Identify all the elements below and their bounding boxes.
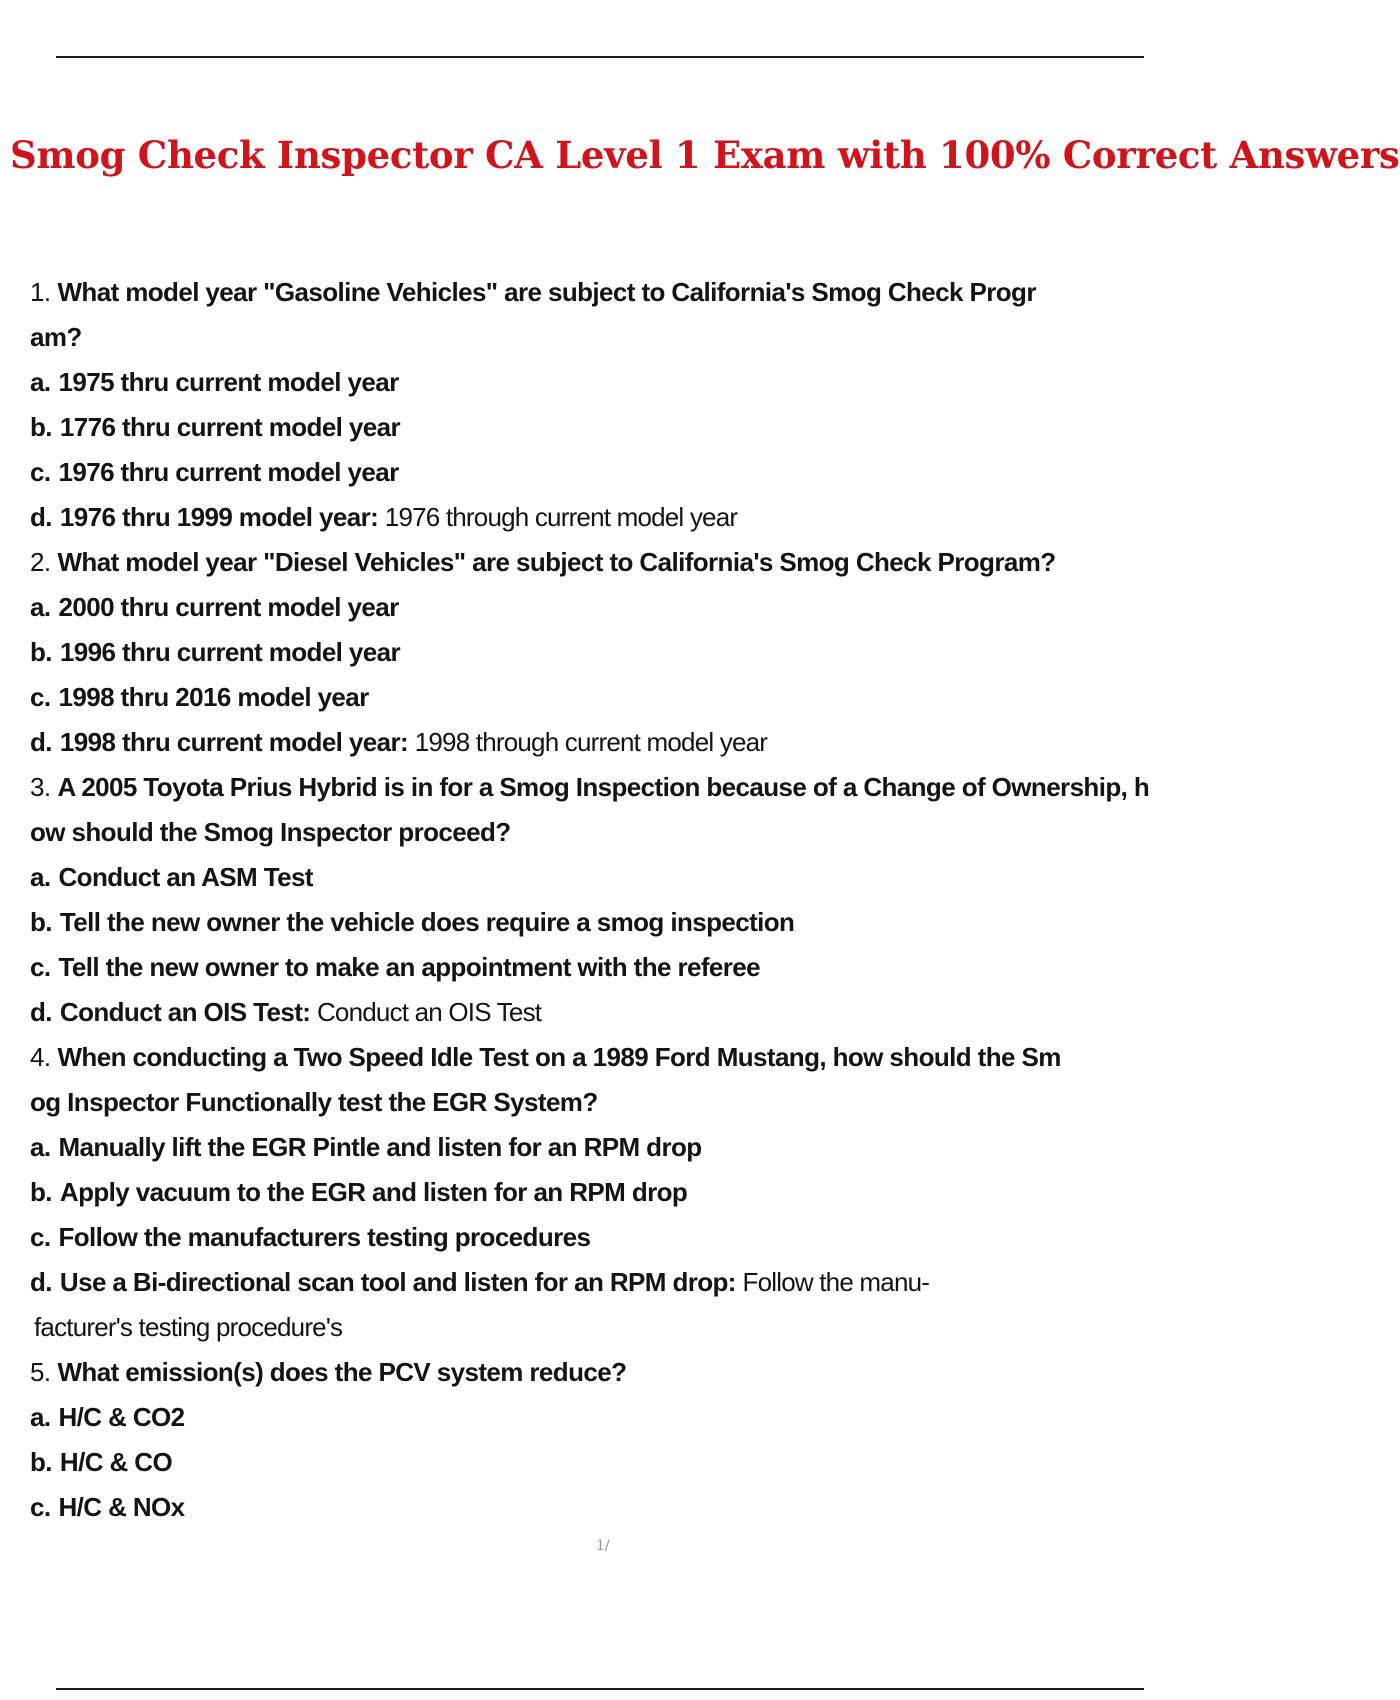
letter-text: c. bbox=[30, 1492, 51, 1522]
question-4-continued bbox=[30, 1080, 1190, 1125]
q4-correct-answer-continued bbox=[30, 1305, 1190, 1350]
letter-text: a. bbox=[30, 592, 51, 622]
num-text: 4. bbox=[30, 1042, 51, 1072]
otext-text: 1975 thru current model year bbox=[58, 367, 399, 397]
exam-questions bbox=[30, 270, 1190, 1530]
question-2 bbox=[30, 540, 1190, 585]
top-rule bbox=[56, 56, 1144, 58]
q3-correct-answer: Conduct an OIS Test bbox=[316, 997, 542, 1027]
letter-text: b. bbox=[30, 412, 52, 442]
otext-text: Use a Bi-directional scan tool and listen for an RPM drop: bbox=[59, 1267, 736, 1297]
letter-text: b. bbox=[30, 637, 52, 667]
q4-option-b bbox=[30, 1170, 1190, 1215]
question-1-continued bbox=[30, 315, 1190, 360]
q5-option-b bbox=[30, 1440, 1190, 1485]
otext-text: Apply vacuum to the EGR and listen for an RPM drop bbox=[59, 1177, 688, 1207]
q3-option-c bbox=[30, 945, 1190, 990]
otext-text: Tell the new owner the vehicle does require a smog inspection bbox=[59, 907, 795, 937]
otext-text: Conduct an OIS Test: bbox=[59, 997, 311, 1027]
q1-correct-answer: 1976 through current model year bbox=[384, 502, 738, 532]
otext-text: 1776 thru current model year bbox=[59, 412, 401, 442]
q1-option-c bbox=[30, 450, 1190, 495]
letter-text: d. bbox=[30, 502, 52, 532]
q5-option-a bbox=[30, 1395, 1190, 1440]
otext-text: 1976 thru current model year bbox=[58, 457, 399, 487]
num-text: 1. bbox=[30, 277, 51, 307]
letter-text: c. bbox=[30, 682, 51, 712]
q1-option-d bbox=[30, 495, 1190, 540]
letter-text: a. bbox=[30, 862, 51, 892]
question-3 bbox=[30, 765, 1190, 810]
letter-text: d. bbox=[30, 997, 52, 1027]
otext-text: Manually lift the EGR Pintle and listen for an RPM drop bbox=[58, 1132, 702, 1162]
otext-text: 2000 thru current model year bbox=[58, 592, 399, 622]
otext-text: H/C & CO2 bbox=[58, 1402, 185, 1432]
letter-text: a. bbox=[30, 367, 51, 397]
otext-text: Follow the manufacturers testing procedures bbox=[58, 1222, 591, 1252]
q3-option-b bbox=[30, 900, 1190, 945]
letter-text: a. bbox=[30, 1402, 51, 1432]
otext-text: 1996 thru current model year bbox=[59, 637, 401, 667]
question-3-continued bbox=[30, 810, 1190, 855]
page-number: 1/ bbox=[596, 1538, 610, 1554]
otext-text: 1976 thru 1999 model year: bbox=[59, 502, 379, 532]
answer-text: facturer's testing procedure's bbox=[34, 1312, 343, 1342]
q4-option-d bbox=[30, 1260, 1190, 1305]
document-title: Smog Check Inspector CA Level 1 Exam with 100% Correct Answers bbox=[10, 133, 1400, 177]
question-1 bbox=[30, 270, 1190, 315]
q2-option-b bbox=[30, 630, 1190, 675]
q1-option-b bbox=[30, 405, 1190, 450]
letter-text: b. bbox=[30, 1177, 52, 1207]
q2-option-a bbox=[30, 585, 1190, 630]
qtext-text: When conducting a Two Speed Idle Test on a 1989 Ford Mustang, how should the Sm bbox=[57, 1042, 1061, 1072]
letter-text: a. bbox=[30, 1132, 51, 1162]
num-text: 2. bbox=[30, 547, 51, 577]
q2-option-c bbox=[30, 675, 1190, 720]
letter-text: b. bbox=[30, 907, 52, 937]
letter-text: d. bbox=[30, 727, 52, 757]
letter-text: c. bbox=[30, 1222, 51, 1252]
q2-correct-answer: 1998 through current model year bbox=[414, 727, 768, 757]
qtext-text: A 2005 Toyota Prius Hybrid is in for a Smog Inspection because of a Change of Ownership, h bbox=[57, 772, 1150, 802]
question-4 bbox=[30, 1035, 1190, 1080]
letter-text: c. bbox=[30, 457, 51, 487]
q4-option-a bbox=[30, 1125, 1190, 1170]
otext-text: H/C & CO bbox=[59, 1447, 173, 1477]
qtext-text: What model year "Diesel Vehicles" are subject to California's Smog Check Program? bbox=[57, 547, 1056, 577]
q5-option-c bbox=[30, 1485, 1190, 1530]
letter-text: c. bbox=[30, 952, 51, 982]
num-text: 3. bbox=[30, 772, 51, 802]
otext-text: 1998 thru 2016 model year bbox=[58, 682, 369, 712]
otext-text: H/C & NOx bbox=[58, 1492, 185, 1522]
q1-option-a bbox=[30, 360, 1190, 405]
question-5 bbox=[30, 1350, 1190, 1395]
letter-text: d. bbox=[30, 1267, 52, 1297]
otext-text: Tell the new owner to make an appointment with the referee bbox=[58, 952, 761, 982]
letter-text: b. bbox=[30, 1447, 52, 1477]
q4-correct-answer: Follow the manu- bbox=[742, 1267, 930, 1297]
q4-option-c bbox=[30, 1215, 1190, 1260]
qtext-text: am? bbox=[30, 322, 82, 352]
qtext-text: ow should the Smog Inspector proceed? bbox=[30, 817, 511, 847]
otext-text: 1998 thru current model year: bbox=[59, 727, 409, 757]
qtext-text: og Inspector Functionally test the EGR System? bbox=[30, 1087, 598, 1117]
q3-option-d bbox=[30, 990, 1190, 1035]
q2-option-d bbox=[30, 720, 1190, 765]
qtext-text: What model year "Gasoline Vehicles" are subject to California's Smog Check Progr bbox=[57, 277, 1036, 307]
qtext-text: What emission(s) does the PCV system reduce? bbox=[57, 1357, 627, 1387]
num-text: 5. bbox=[30, 1357, 51, 1387]
otext-text: Conduct an ASM Test bbox=[58, 862, 313, 892]
q3-option-a bbox=[30, 855, 1190, 900]
bottom-rule bbox=[56, 1688, 1144, 1690]
